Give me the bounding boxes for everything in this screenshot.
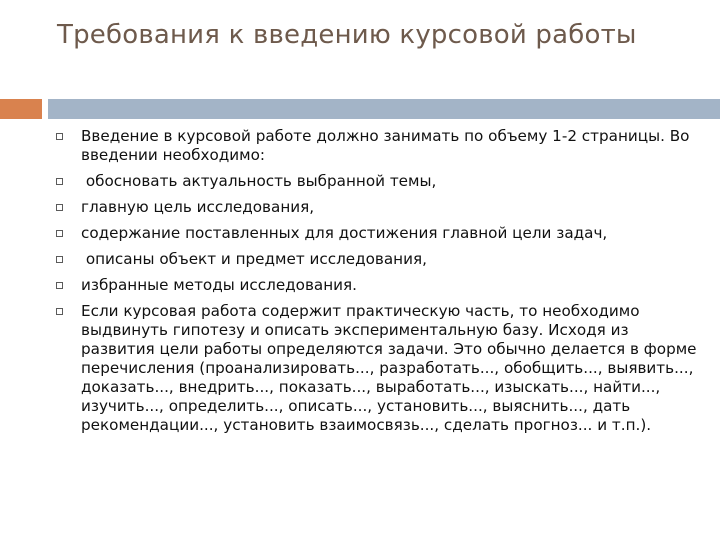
bullet-item-relevance <box>55 172 705 191</box>
square-bullet-icon <box>56 133 63 140</box>
bullet-text: Если курсовая работа содержит практическую часть, то необходимо выдвинуть гипотезу и описать экспериментальную базу. Исходя из развития цели работы определяются задачи. Это обычно делается в форме перечисления (проанализировать..., разработать..., обобщить..., выявить..., доказать..., внедрить..., показать..., выработать..., изыскать..., найти..., изучить..., определить..., описать..., установить..., выяснить..., дать рекомендации..., установить взаимосвязь..., сделать прогноз... и т.п.). <box>81 302 697 434</box>
bullet-text: избранные методы исследования. <box>81 276 357 294</box>
square-bullet-icon <box>56 204 63 211</box>
bullet-item-main-goal <box>55 198 705 217</box>
square-bullet-icon <box>56 178 63 185</box>
square-bullet-icon <box>56 256 63 263</box>
bullet-item-intro-length <box>55 127 705 165</box>
square-bullet-icon <box>56 282 63 289</box>
bullet-text: описаны объект и предмет исследования, <box>81 250 427 268</box>
bullet-text: Введение в курсовой работе должно занимать по объему 1-2 страницы. Во введении необходимо: <box>81 127 690 164</box>
bullet-item-tasks <box>55 224 705 243</box>
bullet-item-object-subject <box>55 250 705 269</box>
bullet-list <box>55 127 705 442</box>
bullet-text: главную цель исследования, <box>81 198 315 216</box>
bullet-item-practical-part <box>55 302 705 435</box>
accent-bar-blue <box>48 99 720 119</box>
square-bullet-icon <box>56 308 63 315</box>
bullet-text: обосновать актуальность выбранной темы, <box>81 172 437 190</box>
slide-title: Требования к введению курсовой работы <box>57 20 637 50</box>
bullet-text: содержание поставленных для достижения главной цели задач, <box>81 224 608 242</box>
square-bullet-icon <box>56 230 63 237</box>
accent-bar-orange <box>0 99 42 119</box>
bullet-item-methods <box>55 276 705 295</box>
